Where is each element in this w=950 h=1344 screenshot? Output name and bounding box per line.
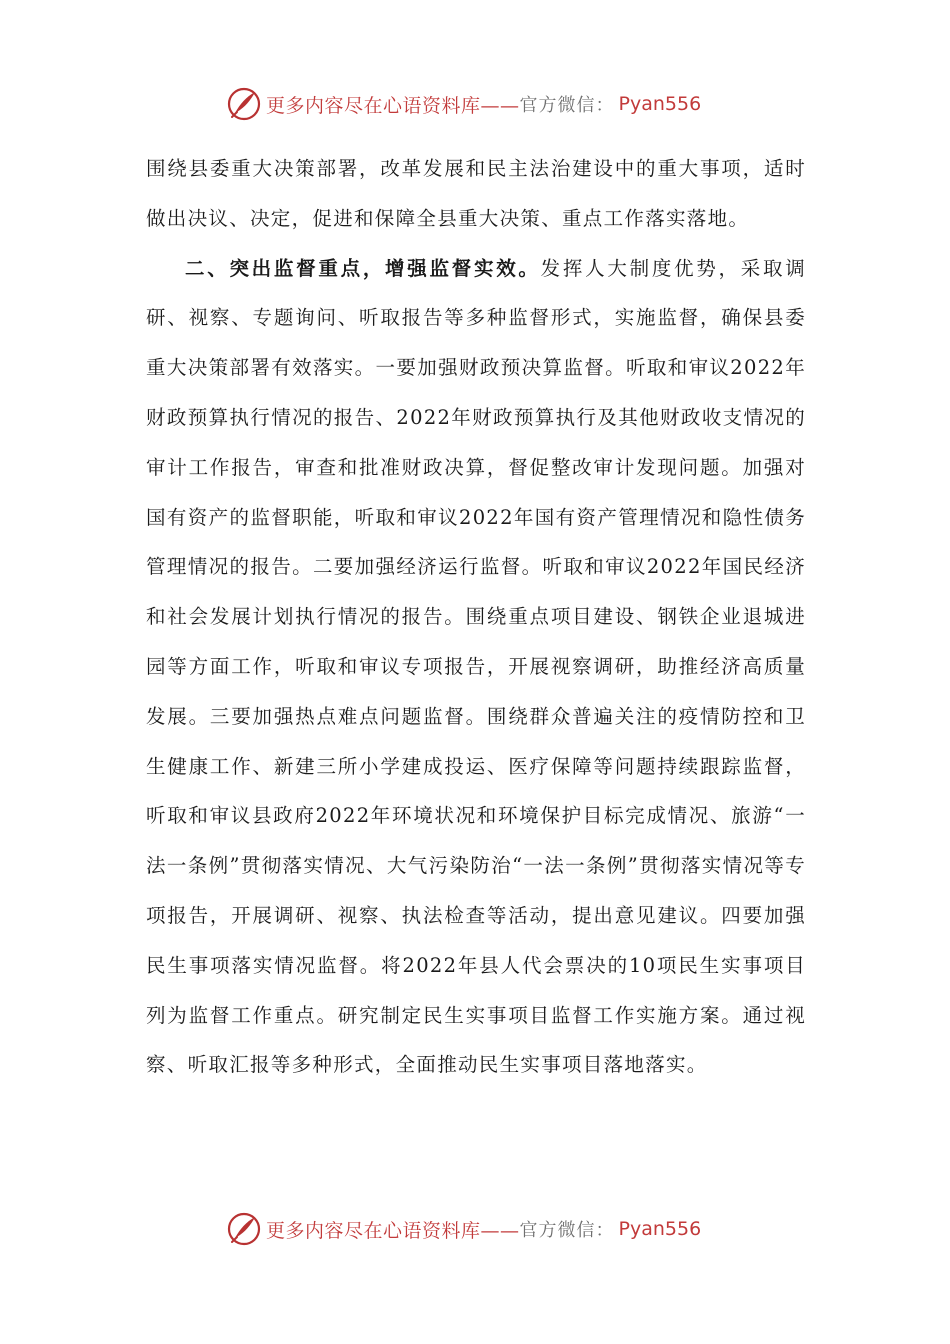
paragraph-section-two — [146, 244, 806, 1091]
wechat-id: Pyan556 — [618, 1218, 702, 1240]
wechat-id: Pyan556 — [618, 93, 702, 115]
wechat-label: 官方微信： — [519, 95, 615, 116]
section-body: 发挥人大制度优势，采取调研、视察、专题询问、听取报告等多种监督形式，实施监督，确保县委重大决策部署有效落实。一要加强财政预决算监督。听取和审议2022年财政预算执行情况的报告、2022年财政预算执行及其他财政收支情况的审计工作报告，审查和批准财政决算，督促整改审计发现问题。加强对国有资产的监督职能，听取和审议2022年国有资产管理情况和隐性债务管理情况的报告。二要加强经济运行监督。听取和审议2022年国民经济和社会发展计划执行情况的报告。围绕重点项目建设、钢铁企业退城进园等方面工作，听取和审议专项报告，开展视察调研，助推经济高质量发展。三要加强热点难点问题监督。围绕群众普遍关注的疫情防控和卫生健康工作、新建三所小学建成投运、医疗保障等问题持续跟踪监督，听取和审议县政府2022年环境状况和环境保护目标完成情况、旅游“一法一条例”贯彻落实情况、大气污染防治“一法一条例”贯彻落实情况等专项报告，开展调研、视察、执法检查等活动，提出意见建议。四要加强民生事项落实情况监督。将2022年县人代会票决的10项民生实事项目列为监督工作重点。研究制定民生实事项目监督工作实施方案。通过视察、听取汇报等多种形式，全面推动民生实事项目落地落实。 — [146, 256, 806, 1077]
header-banner — [226, 84, 701, 124]
banner-slogan: 更多内容尽在心语资料库—— — [266, 94, 520, 117]
section-heading: 二、突出监督重点，增强监督实效。 — [185, 256, 541, 280]
quill-pen-logo-icon — [226, 86, 262, 122]
paragraph-continued: 围绕县委重大决策部署，改革发展和民主法治建设中的重大事项，适时做出决议、决定，促进和保障全县重大决策、重点工作落实落地。 — [146, 157, 806, 230]
document-body — [146, 144, 806, 1090]
wechat-label: 官方微信： — [519, 1220, 615, 1241]
banner-slogan: 更多内容尽在心语资料库—— — [266, 1219, 520, 1242]
quill-pen-logo-icon — [226, 1211, 262, 1247]
footer-banner — [226, 1209, 701, 1249]
